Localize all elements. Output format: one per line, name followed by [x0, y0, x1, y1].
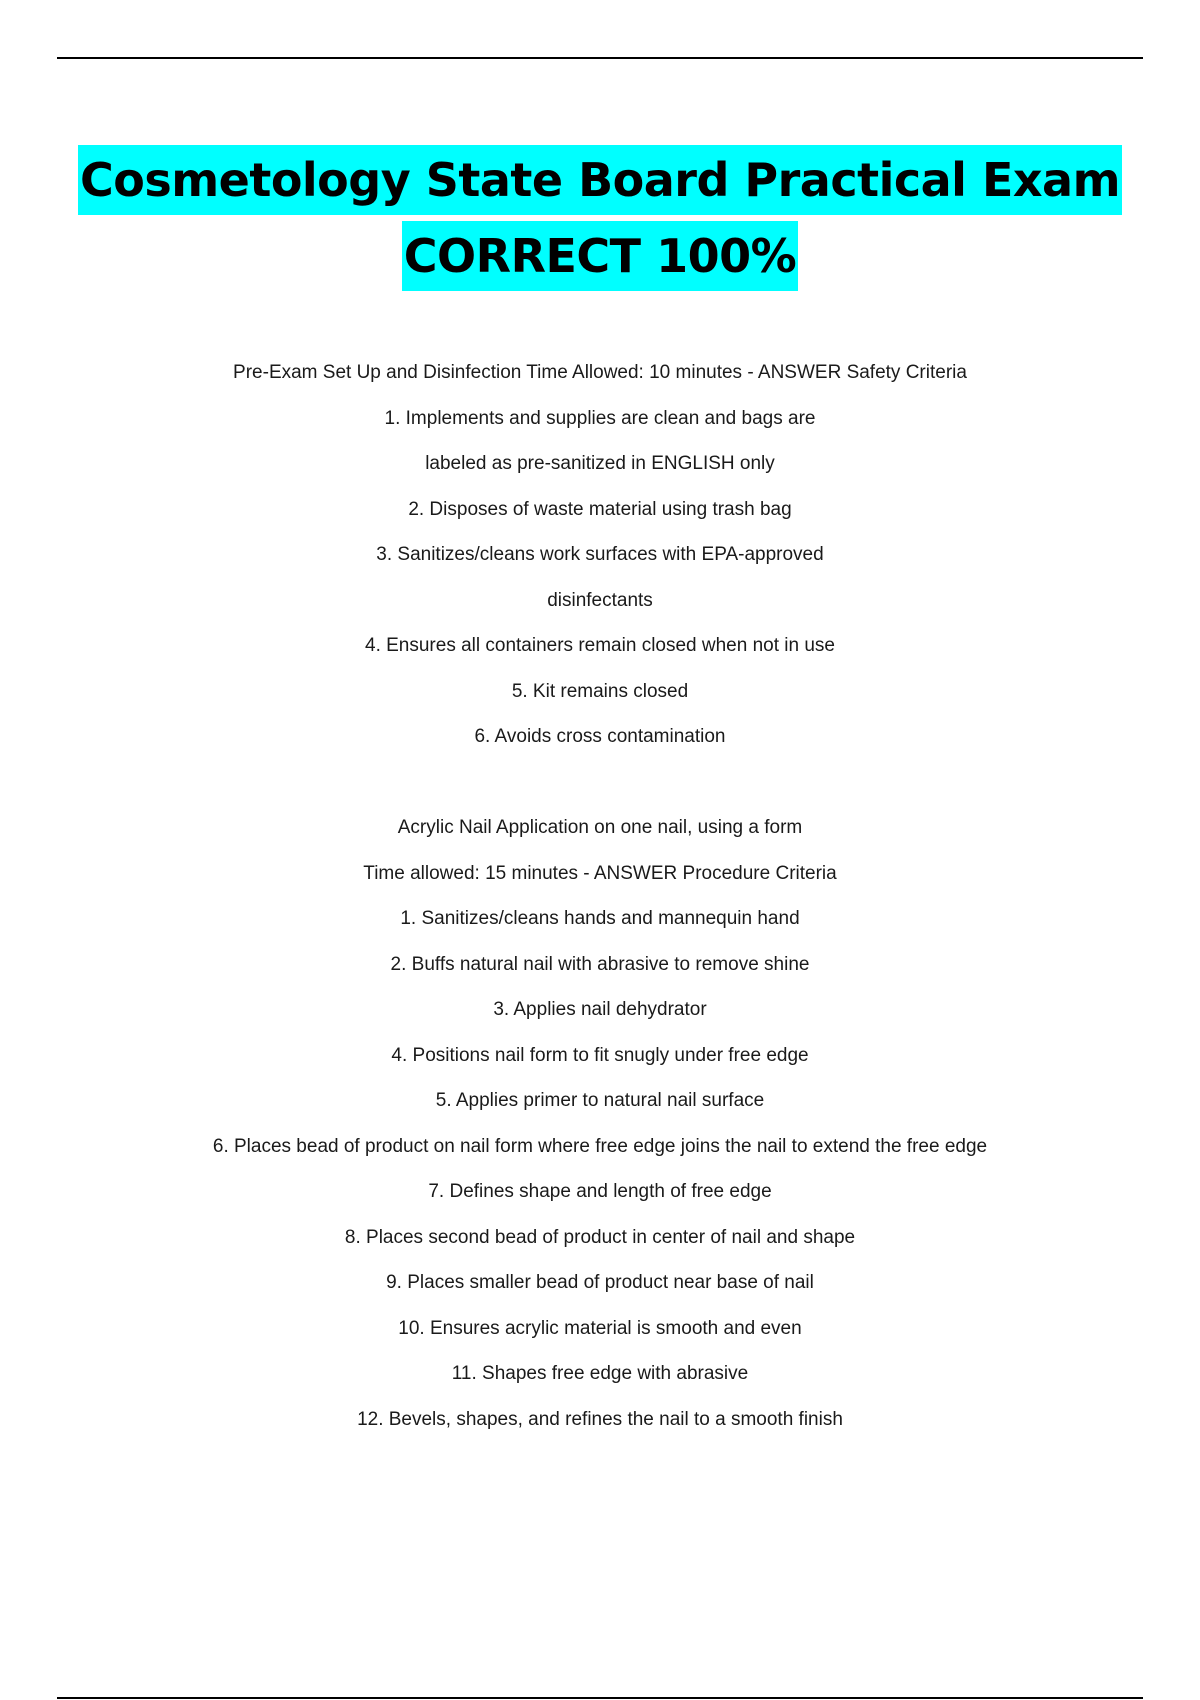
text-line: disinfectants	[547, 589, 653, 611]
bottom-rule	[57, 1697, 1143, 1699]
text-line: 2. Disposes of waste material using trash bag	[408, 498, 792, 520]
section-pre-exam	[0, 350, 1200, 760]
text-line: 12. Bevels, shapes, and refines the nail to a smooth finish	[357, 1408, 843, 1430]
section-acrylic-nail	[0, 805, 1200, 1442]
document-body	[0, 350, 1200, 1442]
text-line: 8. Places second bead of product in center of nail and shape	[344, 1226, 856, 1248]
text-line: Time allowed: 15 minutes - ANSWER Procedure Criteria	[363, 862, 837, 884]
section-spacer	[0, 760, 1200, 806]
text-line: 3. Applies nail dehydrator	[493, 999, 707, 1020]
text-line: labeled as pre-sanitized in ENGLISH only	[425, 453, 775, 474]
text-line: 5. Kit remains closed	[511, 680, 689, 702]
document-title	[0, 145, 1200, 291]
title-line-2: CORRECT 100%	[402, 221, 798, 291]
text-line: 4. Ensures all containers remain closed when not in use	[365, 635, 835, 656]
text-line: 10. Ensures acrylic material is smooth and even	[398, 1317, 802, 1339]
text-line: 1. Implements and supplies are clean and bags are	[384, 407, 816, 429]
text-line: 7. Defines shape and length of free edge	[428, 1181, 772, 1202]
top-rule	[57, 57, 1143, 59]
text-line: 5. Applies primer to natural nail surface	[435, 1090, 765, 1111]
text-line: 9. Places smaller bead of product near base of nail	[386, 1272, 814, 1293]
text-line: 4. Positions nail form to fit snugly under free edge	[391, 1044, 809, 1066]
text-line: Acrylic Nail Application on one nail, using a form	[397, 817, 803, 838]
text-line: 3. Sanitizes/cleans work surfaces with EPA-approved	[376, 544, 824, 565]
text-line: 6. Avoids cross contamination	[474, 726, 726, 747]
title-line-1: Cosmetology State Board Practical Exam	[78, 145, 1122, 215]
text-line: 6. Places bead of product on nail form where free edge joins the nail to extend the free edge	[212, 1135, 988, 1157]
text-line: 2. Buffs natural nail with abrasive to remove shine	[390, 953, 810, 975]
text-line: 11. Shapes free edge with abrasive	[451, 1363, 749, 1384]
text-line: Pre-Exam Set Up and Disinfection Time Allowed: 10 minutes - ANSWER Safety Criteria	[233, 362, 967, 383]
text-line: 1. Sanitizes/cleans hands and mannequin hand	[400, 908, 800, 929]
